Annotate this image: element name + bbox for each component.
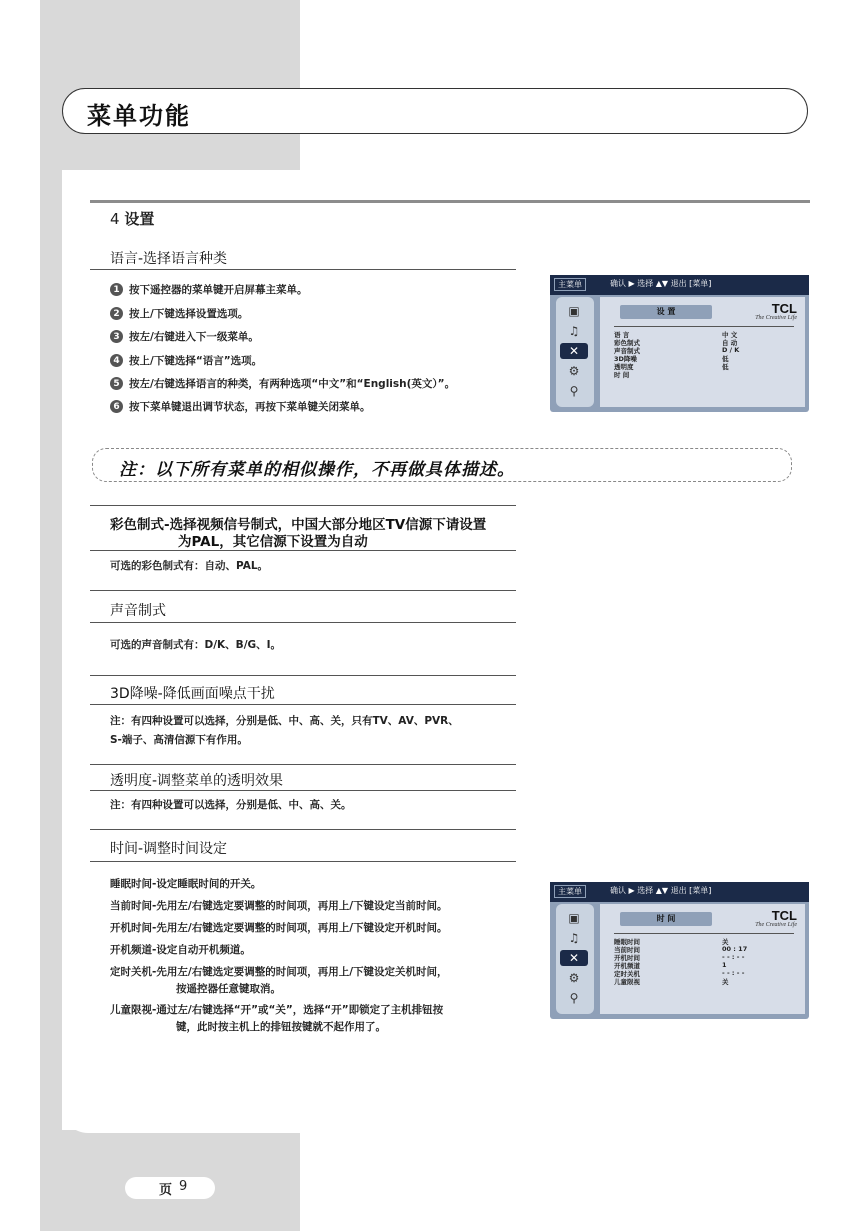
function-icon: ⚙: [568, 971, 580, 985]
menu-pane: [600, 904, 805, 1014]
brand-logo: TCL: [771, 301, 797, 316]
row-value: 1: [722, 961, 727, 969]
row-label: 睡眠时间: [614, 938, 640, 946]
main-menu-tab: 主菜单: [554, 885, 586, 898]
gray-band-top: [40, 0, 300, 170]
step-number: 2: [110, 307, 123, 320]
search-icon: ⚲: [569, 384, 579, 398]
section-title: [110, 208, 154, 229]
step-text: 按左/右键进入下一级菜单。: [129, 331, 259, 343]
menu-sidebar: [556, 297, 594, 407]
noise-heading: 3D降噪-降低画面噪点干扰: [110, 686, 275, 702]
menu-hint: 确认 ▶ 选择 ▲▼ 退出 [菜单]: [610, 886, 712, 895]
divider: [90, 550, 516, 551]
time-item: 开机时间-先用左/右键选定要调整的时间项，再用上/下键设定开机时间。: [110, 922, 448, 934]
step-text: 按下遥控器的菜单键开启屏幕主菜单。: [129, 284, 308, 296]
row-label: 彩色制式: [614, 339, 640, 347]
row-label: 3D降噪: [614, 355, 637, 363]
picture-icon: ▣: [568, 911, 580, 925]
search-icon: ⚲: [569, 991, 579, 1005]
step-text: 按下菜单键退出调节状态，再按下菜单键关闭菜单。: [129, 401, 371, 413]
divider: [90, 269, 516, 270]
menu-row: [614, 977, 784, 986]
divider: [90, 861, 516, 862]
divider: [90, 622, 516, 623]
color-text: 可选的彩色制式有：自动、PAL。: [110, 560, 269, 572]
menu-pane: [600, 297, 805, 407]
transparency-heading: 透明度-调整菜单的透明效果: [110, 773, 284, 789]
language-heading: 语言-选择语言种类: [110, 251, 228, 267]
step-text: 按上/下键选择“语言”选项。: [129, 355, 263, 367]
page-title: 菜单功能: [87, 101, 191, 130]
title-banner: [62, 88, 808, 134]
step-text: 按上/下键选择设置选项。: [129, 308, 249, 320]
row-label: 透明度: [614, 363, 634, 371]
time-item: 睡眠时间-设定睡眠时间的开关。: [110, 878, 262, 890]
noise-text-line1: 注：有四种设置可以选择，分别是低、中、高、关，只有TV、AV、PVR、: [110, 715, 459, 727]
time-item-child-line2: 键，此时按主机上的排钮按键就不起作用了。: [176, 1021, 386, 1033]
step-6: [110, 399, 371, 414]
color-heading: 彩色制式-选择视频信号制式，中国大部分地区TV信源下请设置: [110, 517, 487, 533]
divider: [90, 675, 516, 676]
sound-icon: ♫: [568, 324, 580, 338]
step-text: 按左/右键选择语言的种类，有两种选项“中文”和“English(英文）”。: [129, 378, 456, 390]
time-item: 开机频道-设定自动开机频道。: [110, 944, 251, 956]
step-3: [110, 329, 259, 344]
function-icon: ⚙: [568, 364, 580, 378]
menu-row: [614, 370, 784, 379]
menu-sidebar: [556, 904, 594, 1014]
gray-margin: [40, 170, 62, 1130]
step-2: [110, 306, 248, 321]
row-label: 定时关机: [614, 970, 640, 978]
picture-icon: ▣: [568, 304, 580, 318]
step-number: 3: [110, 330, 123, 343]
step-number: 6: [110, 400, 123, 413]
divider: [614, 933, 794, 934]
divider: [90, 790, 516, 791]
note-text: 注：以下所有菜单的相似操作，不再做具体描述。: [119, 460, 515, 480]
row-value: 00 : 17: [722, 945, 748, 953]
divider: [614, 326, 794, 327]
row-label: 开机频道: [614, 962, 640, 970]
step-number: 1: [110, 283, 123, 296]
tv-menu-time: [550, 882, 809, 1019]
divider: [90, 764, 516, 765]
row-value: 关: [722, 938, 729, 946]
menu-hint: 确认 ▶ 选择 ▲▼ 退出 [菜单]: [610, 279, 712, 288]
menu-title: 时 间: [620, 912, 712, 926]
note-box: [92, 448, 792, 482]
row-value: 低: [722, 355, 729, 363]
divider: [90, 590, 516, 591]
menu-bar: [550, 882, 809, 902]
main-menu-tab: 主菜单: [554, 278, 586, 291]
menu-bar: [550, 275, 809, 295]
divider: [90, 704, 516, 705]
noise-text-line2: S-端子、高清信源下有作用。: [110, 734, 248, 746]
row-value: 低: [722, 363, 729, 371]
step-1: [110, 282, 308, 297]
step-number: 5: [110, 377, 123, 390]
row-label: 儿童限视: [614, 978, 640, 986]
row-value: 关: [722, 978, 729, 986]
section-label: 设置: [124, 210, 155, 228]
sound-heading: 声音制式: [110, 603, 166, 619]
brand-logo: TCL: [771, 908, 797, 923]
row-value: - - : - -: [722, 953, 745, 961]
time-item-off-line2: 按遥控器任意键取消。: [176, 983, 281, 995]
tv-menu-settings: [550, 275, 809, 412]
settings-icon: ✕: [560, 343, 588, 359]
transparency-text: 注：有四种设置可以选择，分别是低、中、高、关。: [110, 799, 352, 811]
sound-text: 可选的声音制式有：D/K、B/G、I。: [110, 639, 282, 651]
sound-icon: ♫: [568, 931, 580, 945]
page-label: 页: [159, 1183, 173, 1198]
row-value: 中 文: [722, 331, 738, 339]
color-heading-line2: 为PAL，其它信源下设置为自动: [178, 534, 368, 550]
row-value: - - : - -: [722, 969, 745, 977]
row-value: D / K: [722, 346, 740, 354]
row-label: 声音制式: [614, 347, 640, 355]
time-item-child-line1: 儿童限视-通过左/右键选择“开”或“关”，选择“开”即锁定了主机排钮按: [110, 1004, 444, 1016]
menu-title: 设 置: [620, 305, 712, 319]
settings-icon: ✕: [560, 950, 588, 966]
page-number: 9: [179, 1179, 188, 1194]
section-number: 4: [110, 210, 120, 228]
page-number-pill: [125, 1177, 215, 1199]
brand-tagline: The Creative Life: [755, 922, 797, 928]
top-rule: [90, 200, 810, 203]
divider: [90, 505, 516, 506]
time-heading: 时间-调整时间设定: [110, 841, 228, 857]
time-item: 当前时间-先用左/右键选定要调整的时间项，再用上/下键设定当前时间。: [110, 900, 448, 912]
time-item-off-line1: 定时关机-先用左/右键选定要调整的时间项，再用上/下键设定关机时间，: [110, 966, 448, 978]
step-number: 4: [110, 354, 123, 367]
step-5: [110, 376, 455, 391]
row-label: 时 间: [614, 371, 630, 379]
divider: [90, 829, 516, 830]
step-4: [110, 353, 262, 368]
row-label: 开机时间: [614, 954, 640, 962]
row-value: 自 动: [722, 339, 738, 347]
row-label: 当前时间: [614, 946, 640, 954]
row-label: 语 言: [614, 331, 630, 339]
brand-tagline: The Creative Life: [755, 315, 797, 321]
